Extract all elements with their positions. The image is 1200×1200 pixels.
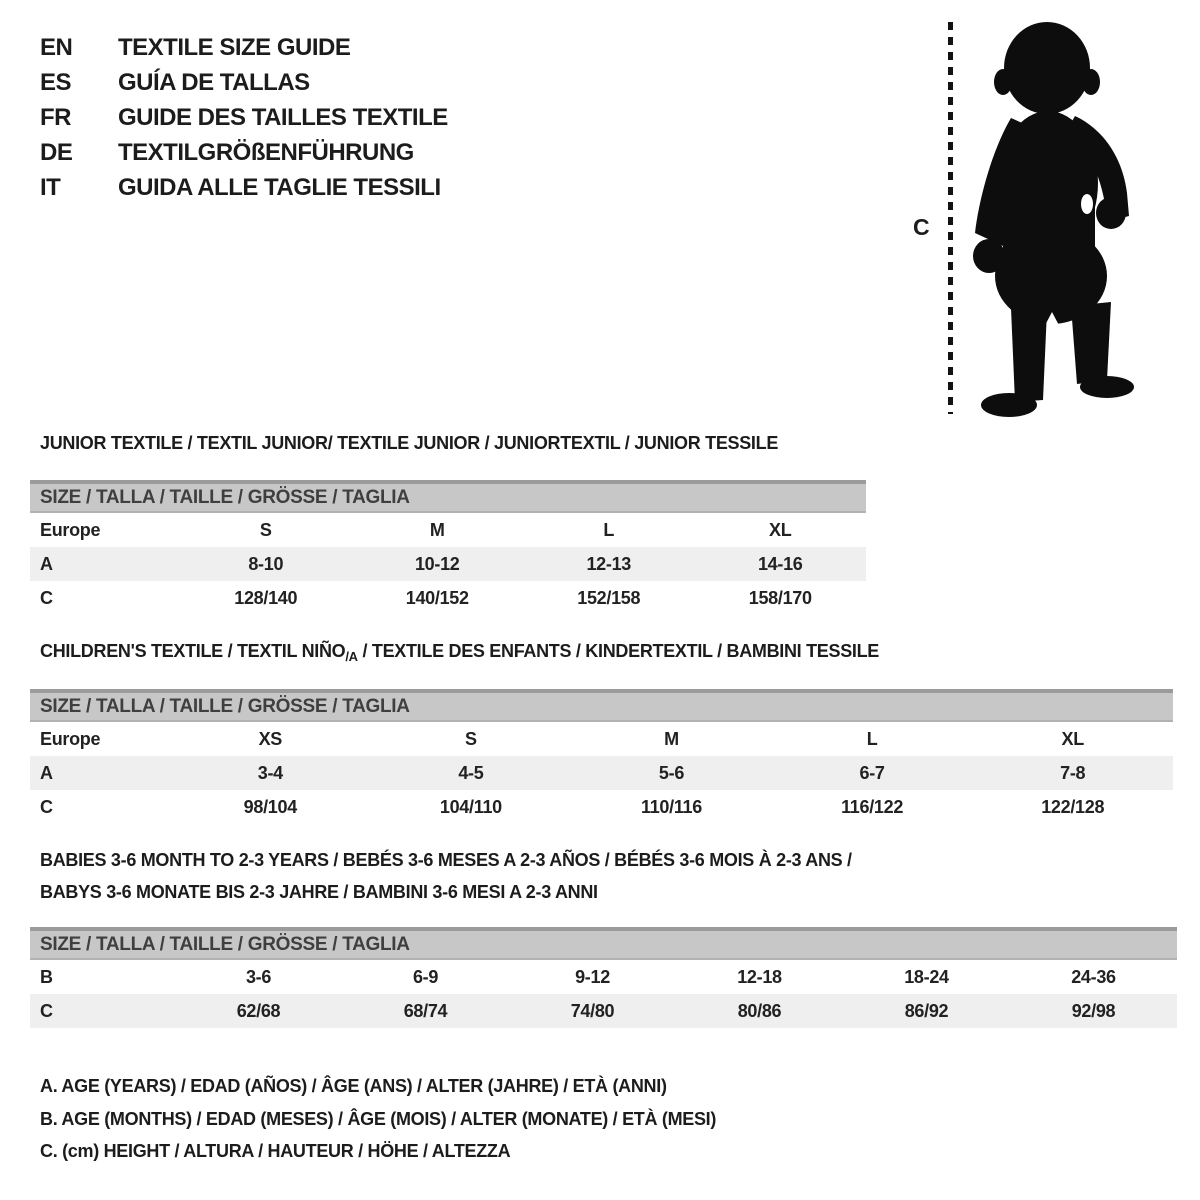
babies-title-line2: BABYS 3-6 MONATE BIS 2-3 JAHRE / BAMBINI 3-6 MESI A 2-3 ANNI — [40, 882, 598, 902]
table-cell: 10-12 — [414, 553, 460, 574]
junior-section-title: JUNIOR TEXTILE / TEXTIL JUNIOR/ TEXTILE JUNIOR / JUNIORTEXTIL / JUNIOR TESSILE — [40, 433, 779, 453]
legend-line-c: C. (cm) HEIGHT / ALTURA / HAUTEUR / HÖHE / ALTEZZA — [40, 1141, 511, 1161]
language-code: FR — [40, 103, 71, 131]
table-cell: 86/92 — [904, 1000, 949, 1021]
row-label: Europe — [40, 519, 101, 540]
table-row-age — [30, 756, 1173, 790]
language-row-es — [40, 65, 448, 100]
table-row-height — [30, 790, 1173, 824]
guide-title-de: TEXTILGRÖßENFÜHRUNG — [118, 138, 414, 166]
table-row-height — [30, 994, 1177, 1028]
table-cell: 7-8 — [1060, 762, 1086, 783]
row-label: C — [40, 587, 53, 608]
language-code: DE — [40, 138, 73, 166]
guide-title-es: GUÍA DE TALLAS — [118, 68, 310, 96]
table-cell: 116/122 — [841, 796, 904, 817]
row-label: B — [40, 966, 53, 987]
table-row-age — [30, 547, 866, 581]
table-row-months — [30, 960, 1177, 994]
language-code: EN — [40, 33, 73, 61]
table-cell: 3-6 — [245, 966, 272, 987]
row-label: C — [40, 796, 53, 817]
height-measure-label: C — [913, 214, 930, 240]
table-cell: 110/116 — [640, 796, 702, 817]
junior-size-table — [30, 480, 866, 615]
table-cell: 122/128 — [1041, 796, 1105, 817]
table-cell: 6-7 — [859, 762, 885, 783]
language-row-de — [40, 135, 448, 170]
legend-line-a: A. AGE (YEARS) / EDAD (AÑOS) / ÂGE (ANS) / ALTER (JAHRE) / ETÀ (ANNI) — [40, 1076, 667, 1096]
table-cell: 62/68 — [236, 1000, 281, 1021]
table-cell: 8-10 — [248, 553, 284, 574]
size-header-bar: SIZE / TALLA / TAILLE / GRÖSSE / TAGLIA — [30, 480, 866, 513]
table-cell: 12-13 — [586, 553, 632, 574]
table-cell: 24-36 — [1071, 966, 1116, 987]
table-cell: 5-6 — [658, 762, 685, 783]
language-code: ES — [40, 68, 72, 96]
table-cell: 152/158 — [577, 587, 641, 608]
children-size-table — [30, 689, 1173, 824]
table-cell: XS — [258, 728, 282, 749]
row-label: A — [40, 762, 53, 783]
language-code: IT — [40, 173, 61, 201]
table-cell: XL — [1061, 728, 1084, 749]
table-cell: M — [664, 728, 679, 749]
toddler-silhouette-icon — [958, 18, 1146, 420]
table-cell: 128/140 — [234, 587, 298, 608]
table-cell: 3-4 — [257, 762, 283, 783]
table-cell: L — [603, 519, 615, 540]
row-label: C — [40, 1000, 53, 1021]
table-cell: XL — [769, 519, 792, 540]
table-cell: 80/86 — [737, 1000, 782, 1021]
height-dashed-line — [948, 22, 953, 414]
table-cell: 4-5 — [458, 762, 484, 783]
table-row-europe — [30, 722, 1173, 756]
table-cell: 98/104 — [243, 796, 297, 817]
size-header-bar: SIZE / TALLA / TAILLE / GRÖSSE / TAGLIA — [30, 689, 1173, 722]
guide-title-it: GUIDA ALLE TAGLIE TESSILI — [118, 173, 441, 201]
guide-title-en: TEXTILE SIZE GUIDE — [118, 33, 351, 61]
language-header — [40, 30, 448, 205]
table-cell: M — [429, 519, 445, 540]
legend-line-b: B. AGE (MONTHS) / EDAD (MESES) / ÂGE (MOIS) / ALTER (MONATE) / ETÀ (MESI) — [40, 1108, 717, 1129]
babies-size-table — [30, 927, 1177, 1028]
table-cell: 18-24 — [904, 966, 949, 987]
table-cell: 6-9 — [412, 966, 439, 987]
table-row-height — [30, 581, 866, 615]
table-cell: L — [866, 728, 878, 749]
table-cell: 92/98 — [1071, 1000, 1116, 1021]
table-cell: 14-16 — [757, 553, 803, 574]
children-title-pre: CHILDREN'S TEXTILE / TEXTIL NIÑO — [40, 641, 346, 661]
table-cell: 74/80 — [570, 1000, 615, 1021]
table-cell: 140/152 — [405, 587, 469, 608]
children-section-title — [40, 641, 879, 664]
babies-title-line1: BABIES 3-6 MONTH TO 2-3 YEARS / BEBÉS 3-6 MESES A 2-3 AÑOS / BÉBÉS 3-6 MOIS À 2-3 ANS / — [40, 850, 852, 870]
guide-title-fr: GUIDE DES TAILLES TEXTILE — [118, 103, 448, 131]
babies-section-title — [40, 844, 852, 908]
table-cell: 158/170 — [748, 587, 812, 608]
row-label: A — [40, 553, 53, 574]
children-title-subscript: /A — [345, 649, 358, 664]
children-title-post: / TEXTILE DES ENFANTS / KINDERTEXTIL / BAMBINI TESSILE — [357, 641, 879, 661]
table-cell: 12-18 — [737, 966, 782, 987]
language-row-en — [40, 30, 448, 65]
language-row-it — [40, 170, 448, 205]
table-cell: 104/110 — [439, 796, 502, 817]
language-row-fr — [40, 100, 448, 135]
row-label: Europe — [40, 728, 101, 749]
table-cell: 9-12 — [575, 966, 610, 987]
table-cell: 68/74 — [403, 1000, 448, 1021]
measurement-legend — [40, 1070, 716, 1168]
table-cell: S — [465, 728, 477, 749]
size-header-bar: SIZE / TALLA / TAILLE / GRÖSSE / TAGLIA — [30, 927, 1177, 960]
table-row-europe — [30, 513, 866, 547]
table-cell: S — [259, 519, 272, 540]
